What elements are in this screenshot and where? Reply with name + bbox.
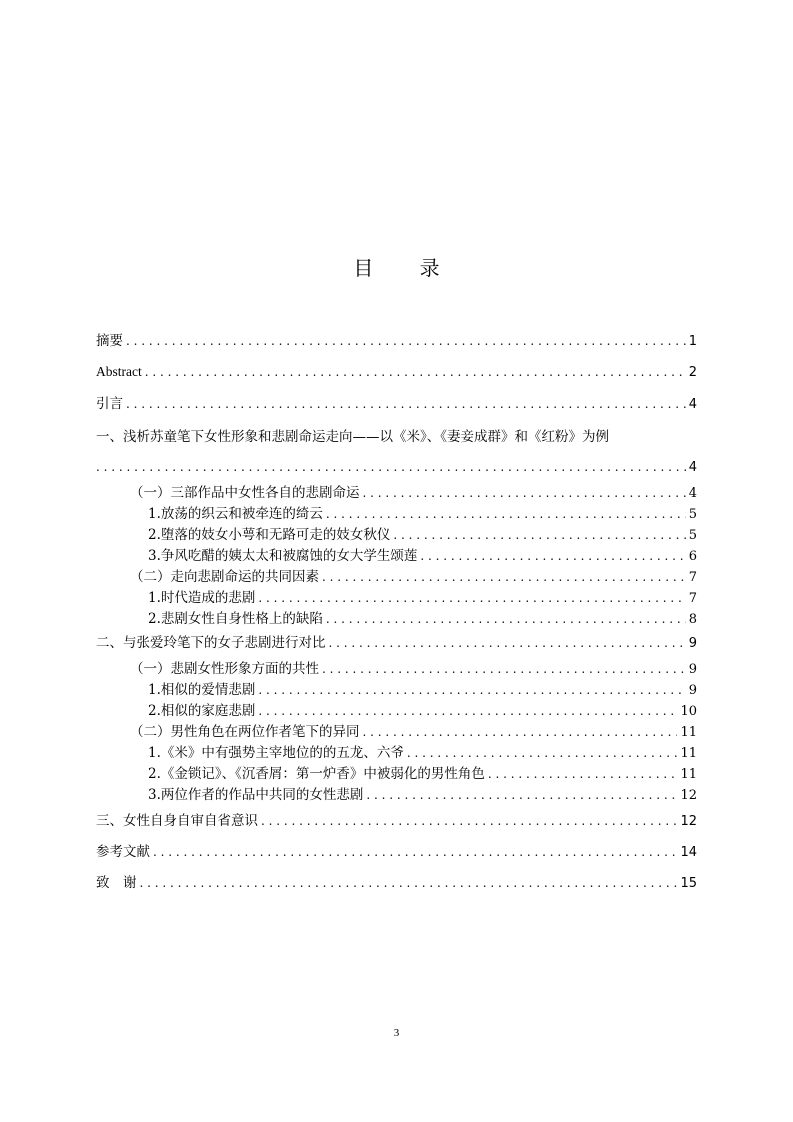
toc-label: Abstract <box>96 364 142 379</box>
dot-leader <box>126 330 686 352</box>
toc-page-number: 10 <box>680 704 697 719</box>
toc-page-number: 12 <box>680 814 697 829</box>
toc-page-number: 4 <box>688 460 697 475</box>
toc-label: 1.放荡的织云和被牵连的绮云 <box>148 506 323 522</box>
toc-label: 致 谢 <box>96 875 137 891</box>
dot-leader <box>258 587 685 609</box>
toc-entry-abstract-cn[interactable] <box>96 330 697 352</box>
toc-label: 2.悲剧女性自身性格上的缺陷 <box>148 611 323 627</box>
toc-page-number: 11 <box>680 767 697 782</box>
toc-entry-abstract-en[interactable] <box>96 361 697 383</box>
toc-page-number: 4 <box>688 397 697 412</box>
toc-page-number: 7 <box>688 570 697 585</box>
toc-label: 引言 <box>96 396 123 412</box>
toc-label: （二）男性角色在两位作者笔下的异同 <box>130 724 360 740</box>
footer-page-number: 3 <box>393 1027 400 1039</box>
toc-label: 1.《米》中有强势主宰地位的的五龙、六爷 <box>148 745 404 761</box>
toc-page-number: 8 <box>688 612 697 627</box>
toc-entry-section-2-2[interactable] <box>96 721 697 743</box>
dot-leader <box>420 545 685 567</box>
dot-leader <box>258 700 677 722</box>
toc-entry-section-1-2[interactable] <box>96 566 697 588</box>
dot-leader <box>329 632 686 654</box>
dot-leader <box>145 361 686 383</box>
toc-label: 1.时代造成的悲剧 <box>148 590 256 606</box>
toc-label: 3.两位作者的作品中共同的女性悲剧 <box>148 787 364 803</box>
toc-label: 二、与张爱玲笔下的女子悲剧进行对比 <box>96 635 326 651</box>
toc-page-number: 5 <box>688 507 697 522</box>
toc-entry-subsection-2-2-2[interactable] <box>96 763 697 785</box>
toc-entry-subsection-1-2-1[interactable] <box>96 587 697 609</box>
toc-label: 2.《金锁记》、《沉香屑：第一炉香》中被弱化的男性角色 <box>148 766 485 782</box>
dot-leader <box>96 456 686 478</box>
toc-entry-subsection-1-1-2[interactable] <box>96 524 697 546</box>
toc-label: （一）悲剧女性形象方面的共性 <box>130 661 319 677</box>
toc-label: 三、女性自身自审自省意识 <box>96 813 258 829</box>
dot-leader <box>326 503 686 525</box>
toc-page-number: 15 <box>680 876 697 891</box>
dot-leader <box>488 763 678 785</box>
toc-page-number: 9 <box>688 683 697 698</box>
dot-leader <box>393 524 685 546</box>
toc-entry-section-2-1[interactable] <box>96 658 697 680</box>
toc-label: 1.相似的爱情悲剧 <box>148 682 256 698</box>
toc-entry-chapter-2[interactable] <box>96 632 697 654</box>
toc-entry-acknowledgements[interactable] <box>96 872 697 894</box>
dot-leader <box>258 679 685 701</box>
toc-entry-references[interactable] <box>96 841 697 863</box>
dot-leader <box>322 658 686 680</box>
toc-page-number: 5 <box>688 528 697 543</box>
toc-entry-subsection-2-1-2[interactable] <box>96 700 697 722</box>
toc-page-number: 7 <box>688 591 697 606</box>
toc-entry-chapter-3[interactable] <box>96 810 697 832</box>
toc-entry-subsection-2-2-3[interactable] <box>96 784 697 806</box>
toc-page-number: 11 <box>680 725 697 740</box>
toc-label: 2.堕落的妓女小萼和无路可走的妓女秋仪 <box>148 527 391 543</box>
dot-leader <box>366 784 677 806</box>
toc-page-number: 14 <box>680 845 697 860</box>
dot-leader <box>261 810 677 832</box>
toc-entry-section-1-1[interactable] <box>96 482 697 504</box>
dot-leader <box>326 608 686 630</box>
toc-entry-chapter-1[interactable] <box>96 456 697 478</box>
toc-entry-chapter-1-label[interactable]: 一、浅析苏童笔下女性形象和悲剧命运走向——以《米》、《妻妾成群》和《红粉》为例 <box>96 429 609 445</box>
toc-page-number: 1 <box>688 334 697 349</box>
toc-entry-subsection-2-2-1[interactable] <box>96 742 697 764</box>
toc-page-number: 2 <box>688 365 697 380</box>
toc-page-number: 11 <box>680 746 697 761</box>
toc-entry-subsection-1-1-3[interactable] <box>96 545 697 567</box>
page-title: 目 录 <box>353 256 460 280</box>
dot-leader <box>153 841 677 863</box>
toc-entry-introduction[interactable] <box>96 393 697 415</box>
toc-entry-subsection-1-1-1[interactable] <box>96 503 697 525</box>
toc-page-number: 9 <box>688 662 697 677</box>
toc-page-number: 9 <box>688 636 697 651</box>
toc-label: 摘要 <box>96 333 123 349</box>
toc-entry-subsection-1-2-2[interactable] <box>96 608 697 630</box>
dot-leader <box>322 566 686 588</box>
dot-leader <box>126 393 686 415</box>
toc-label: 参考文献 <box>96 844 150 860</box>
toc-page-number: 4 <box>688 486 697 501</box>
toc-label: （二）走向悲剧命运的共同因素 <box>130 569 319 585</box>
dot-leader <box>363 721 678 743</box>
toc-label: 2.相似的家庭悲剧 <box>148 703 256 719</box>
dot-leader <box>140 872 678 894</box>
toc-page-number: 12 <box>680 788 697 803</box>
dot-leader <box>407 742 678 764</box>
toc-page-number: 6 <box>688 549 697 564</box>
toc-label: （一）三部作品中女性各自的悲剧命运 <box>130 485 360 501</box>
dot-leader <box>363 482 686 504</box>
toc-entry-subsection-2-1-1[interactable] <box>96 679 697 701</box>
toc-label: 3.争风吃醋的姨太太和被腐蚀的女大学生颂莲 <box>148 548 418 564</box>
